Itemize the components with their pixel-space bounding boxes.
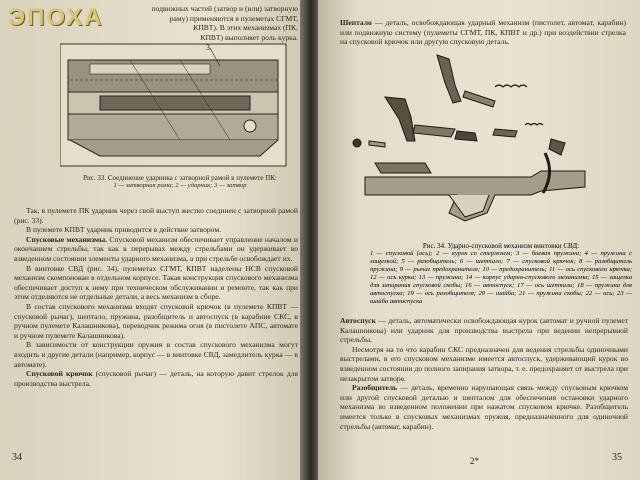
top-line: КПВТ). В этих механизмах (ПК, — [193, 23, 298, 33]
top-line: подвижных частей (затвор и (или) затворную — [151, 4, 298, 13]
figure-34-legend: 1 — спусковой (ось); 2 — курок со стержнем; 3 — боевая пружина; 4 — пружина с защелкой; 5 — разобщитель; 6 — шептало; 7 — спусковой крючок; 8 — разобщитель пружина; 9 — рычаг предохранителя; 10 — предохранитель; 11 — ось спускового крючка; 12 — ось курка; 13 — пружина; 14 — корпус ударно-спускового механизма; 15 — защелка для запирания спусковой скобы; 16 — автоспуск; 17 — ось шептала; 18 — пружина для автоспуска; 19 — ось разобщителя; 20 — шайба; 21 — пружина скобы; 22 — ось; 23 — шайба автоспуска — [370, 250, 632, 306]
left-top-fragment — [128, 4, 298, 42]
figure-33-legend: 1 — затворная рама; 2 — ударник; 3 — затвор — [113, 182, 247, 190]
paragraph — [340, 316, 628, 345]
figure-34-illustration — [345, 45, 607, 230]
figure-34-caption: Рис. 34. Ударно-спусковой механизм винтовки СВД: — [422, 242, 580, 250]
sear-heading: Шептало — [340, 18, 372, 27]
page-number-left: 34 — [12, 452, 22, 463]
right-body-text — [340, 316, 628, 431]
sear-text: — деталь, освобождающая ударный механизм (пистолет, автомат, карабин) или подвижную систему (пулеметы СГМТ, ПК, КПВТ и др.) при воздействии стрелка на спусковой крючок или другую спусковую деталь. — [340, 18, 626, 47]
paragraph — [14, 235, 298, 264]
paragraph — [14, 369, 298, 388]
autorelease-text: — деталь, автоматически освобождающая курок (автомат и ручной пулемет Калашникова) или ударник для производства выстрела при ведении непрерывной стрельбы. — [340, 316, 629, 345]
figure-33-caption: Рис. 33. Соединение ударника с затворной рамой в пулемете ПК: — [83, 174, 277, 182]
paragraph — [340, 18, 626, 47]
sear-definition — [340, 18, 626, 47]
paragraph: В винтовке СВД (рис. 34), пулеметах СГМТ, КПВТ наделены НСВ спусковой механизм скомпонован в отдельном корпусе. Такая конструкция спускового механизма обеспечивает доступ к нему при техническом обслуживании и ремонте, так как при этом отделяются не отдельные детали, а весь механизм в сборе. — [14, 263, 298, 302]
left-body-text — [14, 206, 298, 388]
disconnector-text: — деталь, временно нарушающая связь между спусковым крючком или другой спусковой деталью и шепталом для обеспечения остановки ударного механизма во взведенном положении при нажатом спусковом крючке. Разобщитель имеется только в спусковых механизмах оружия, предназначенного для одиночной стрельбы (автомат, карабин). — [340, 383, 628, 431]
left-page — [0, 0, 306, 480]
trigger-mechanisms-text: Спусковой механизм обеспечивает управление началом и окончанием стрельбы, так как в перерывах между стрельбами он удерживает во взведенном состоянии элементы ударного механизма, а при стрельбе освобождает их. — [14, 234, 298, 263]
figure-33-illustration — [60, 40, 288, 172]
paragraph: В зависимости от конструкции оружия в состав спускового механизма могут входить и другие детали (например, корпус — в винтовке СВД, замедлитель курка — в автомате). — [14, 340, 298, 369]
trigger-mechanisms-heading: Спусковые механизмы. — [26, 234, 108, 244]
watermark-logo: ЭПОХА — [8, 4, 104, 31]
paragraph: В пулемете КПВТ ударник приводится в действие затвором. — [26, 225, 222, 235]
paragraph: Несмотря на то что карабин СКС предназначен для ведения стрельбы одиночными выстрелами, в его спусковом механизме имеется автоспуск, удерживающий курок во взведенном состоянии до полного запирания затвора, т. е. предохраняет от выстрела при незакрытом затворе. — [340, 344, 628, 383]
signature-mark: 2* — [470, 456, 479, 466]
figure-33-caption-block — [80, 174, 280, 190]
top-line: раму) применяются в пулеметах СГМТ, — [169, 13, 298, 23]
figure-34-caption-block — [370, 242, 632, 306]
paragraph: В состав спускового механизма входят спусковой крючок (в пулемете КПВТ — спусковой рычаг), шептало, пружина, разобщитель и автоспуск (в карабине СКС, в ручном пулемете Калашникова), переводчик режима огня (в пистолете АПС, автомате и ручном пулемете Калашникова). — [14, 301, 298, 340]
trigger-hook-heading: Спусковой крючок — [26, 369, 93, 379]
disconnector-heading: Разобщитель — [352, 383, 398, 393]
paragraph — [340, 383, 628, 431]
figure-33-number-label: 3 — [206, 43, 210, 52]
autorelease-heading: Автоспуск — [340, 316, 376, 325]
paragraph: Так, в пулемете ПК ударник через свой выступ жестко соединен с затворной рамой (рис. 33). — [14, 206, 298, 225]
top-line: КПВТ) выполняет роль курка. — [200, 32, 298, 42]
trigger-hook-text: (спусковой рычаг) — деталь, на которую давит стрелок для производства выстрела. — [14, 369, 298, 388]
page-number-right: 35 — [612, 452, 622, 463]
